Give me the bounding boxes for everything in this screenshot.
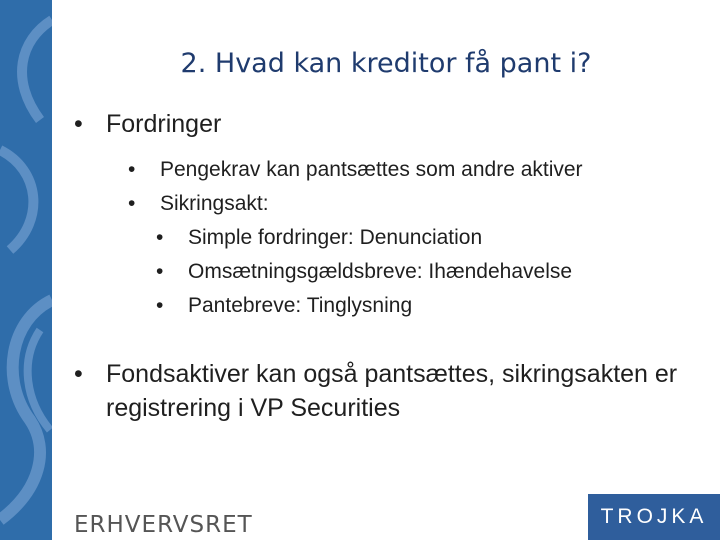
side-band [0,0,52,540]
bullet-text: Simple fordringer: Denunciation [188,226,483,249]
bullet-marker: • [128,158,136,181]
bullet-text: Sikringsakt: [160,192,269,215]
bullet-text: Fondsaktiver kan også pantsættes, sikringsakten er registrering i VP Securities [106,360,678,422]
bullet-text: Pengekrav kan pantsættes som andre aktiver [160,158,583,181]
sub-bullet-item [128,153,704,187]
bullet-marker: • [74,360,83,388]
section-sign-watermark-icon [0,0,52,540]
bullet-list [74,110,704,439]
bullet-text: Omsætningsgældsbreve: Ihændehavelse [188,260,573,283]
bullet-item [74,357,704,425]
bullet-text: Fordringer [106,110,222,138]
sub-sub-bullet-item [156,255,704,289]
bullet-marker: • [128,192,136,215]
footer-brand-erhvervsret: ERHVERVSRET [74,512,253,538]
bullet-marker: • [156,226,164,249]
bullet-item [74,110,704,139]
footer-brand-trojka [588,494,720,540]
sub-bullet-item [128,187,704,221]
sub-sub-bullet-item [156,289,704,323]
bullet-marker: • [74,110,83,138]
slide-title: 2. Hvad kan kreditor få pant i? [180,48,592,79]
bullet-marker: • [156,294,164,317]
bullet-marker: • [156,260,164,283]
sub-sub-bullet-item [156,221,704,255]
trojka-logo-text: TROJKA [600,505,708,528]
bullet-text: Pantebreve: Tinglysning [188,294,413,317]
